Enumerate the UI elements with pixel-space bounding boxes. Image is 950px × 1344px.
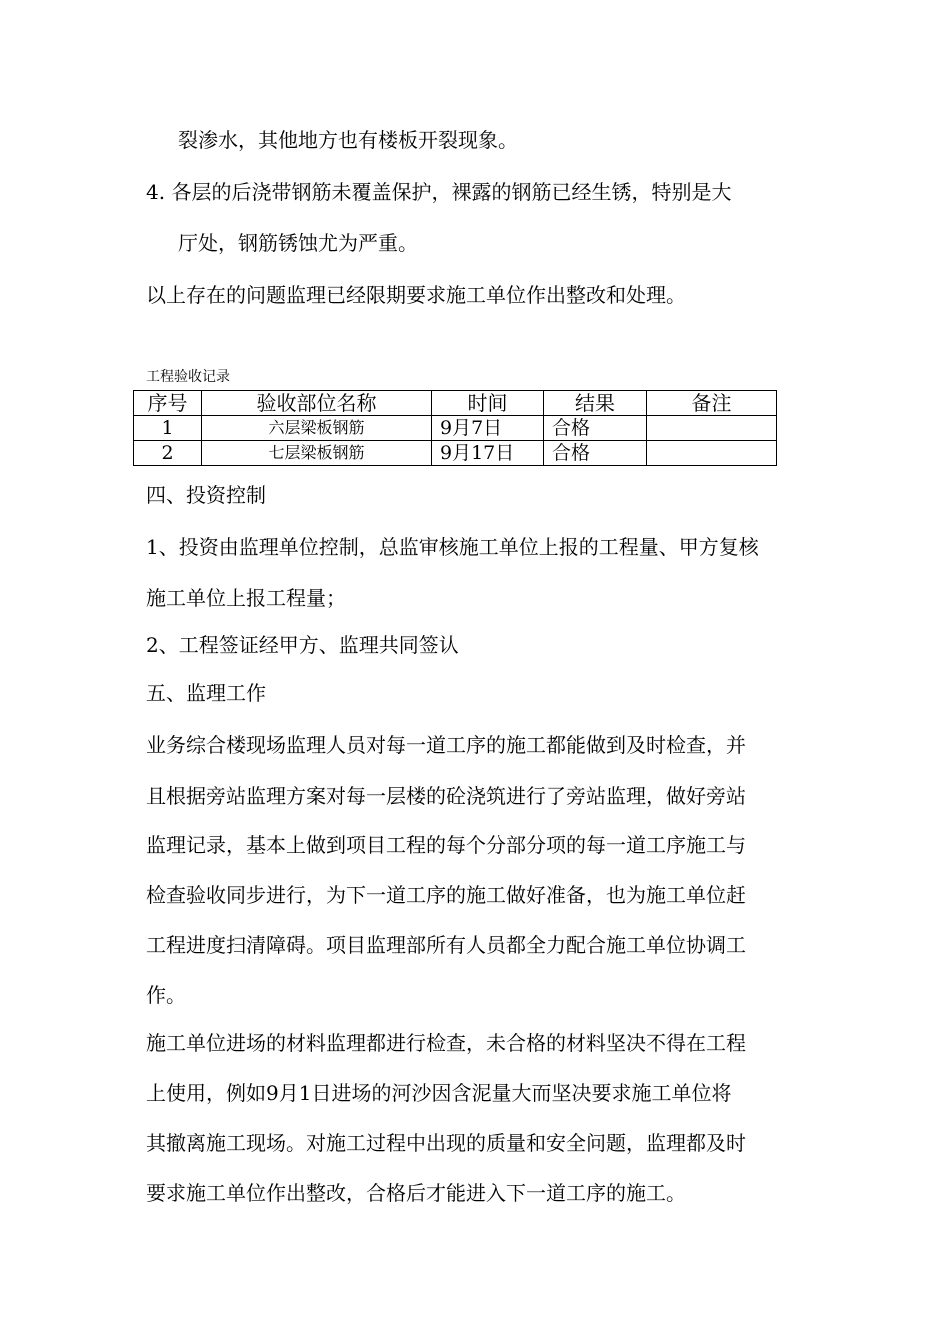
- paragraph-line: 要求施工单位作出整改，合格后才能进入下一道工序的施工。: [146, 1181, 686, 1205]
- paragraph-line: 检查验收同步进行，为下一道工序的施工做好准备，也为施工单位赶: [146, 883, 746, 907]
- summary-line: 以上存在的问题监理已经限期要求施工单位作出整改和处理。: [146, 283, 686, 307]
- list-item-4: 4. 各层的后浇带钢筋未覆盖保护，裸露的钢筋已经生锈，特别是大: [146, 180, 732, 204]
- paragraph-line-1: 裂渗水，其他地方也有楼板开裂现象。: [178, 128, 518, 152]
- header-time: 时间: [432, 391, 544, 416]
- cell-result: 合格: [544, 441, 647, 466]
- paragraph-line: 1、投资由监理单位控制，总监审核施工单位上报的工程量、甲方复核: [146, 535, 759, 559]
- cell-name: 七层梁板钢筋: [202, 441, 432, 466]
- header-remarks: 备注: [647, 391, 777, 416]
- paragraph-line: 作。: [146, 983, 186, 1007]
- paragraph-line: 上使用，例如9月1日进场的河沙因含泥量大而坚决要求施工单位将: [146, 1081, 732, 1105]
- paragraph-line: 施工单位进场的材料监理都进行检查，未合格的材料坚决不得在工程: [146, 1031, 746, 1055]
- table-caption: 工程验收记录: [146, 369, 230, 385]
- header-name: 验收部位名称: [202, 391, 432, 416]
- paragraph-line: 工程进度扫清障碍。项目监理部所有人员都全力配合施工单位协调工: [146, 933, 746, 957]
- list-item-4-continuation: 厅处，钢筋锈蚀尤为严重。: [178, 231, 418, 255]
- cell-result: 合格: [544, 416, 647, 441]
- cell-remarks: [647, 416, 777, 441]
- cell-remarks: [647, 441, 777, 466]
- cell-time: 9月17日: [432, 441, 544, 466]
- cell-no: 1: [134, 416, 202, 441]
- paragraph-line: 监理记录，基本上做到项目工程的每个分部分项的每一道工序施工与: [146, 833, 746, 857]
- header-no: 序号: [134, 391, 202, 416]
- paragraph-line: 施工单位上报工程量；: [146, 586, 346, 610]
- cell-time: 9月7日: [432, 416, 544, 441]
- cell-name: 六层梁板钢筋: [202, 416, 432, 441]
- acceptance-record-table: [133, 390, 777, 466]
- paragraph-line: 业务综合楼现场监理人员对每一道工序的施工都能做到及时检查，并: [146, 733, 746, 757]
- table-row: [134, 441, 777, 466]
- table-header-row: [134, 391, 777, 416]
- header-result: 结果: [544, 391, 647, 416]
- table-row: [134, 416, 777, 441]
- cell-no: 2: [134, 441, 202, 466]
- section-heading-investment: 四、投资控制: [146, 483, 266, 507]
- paragraph-line: 其撤离施工现场。对施工过程中出现的质量和安全问题，监理都及时: [146, 1131, 746, 1155]
- paragraph-line: 2、工程签证经甲方、监理共同签认: [146, 633, 459, 657]
- paragraph-line: 且根据旁站监理方案对每一层楼的砼浇筑进行了旁站监理，做好旁站: [146, 784, 746, 808]
- section-heading-supervision: 五、监理工作: [146, 681, 266, 705]
